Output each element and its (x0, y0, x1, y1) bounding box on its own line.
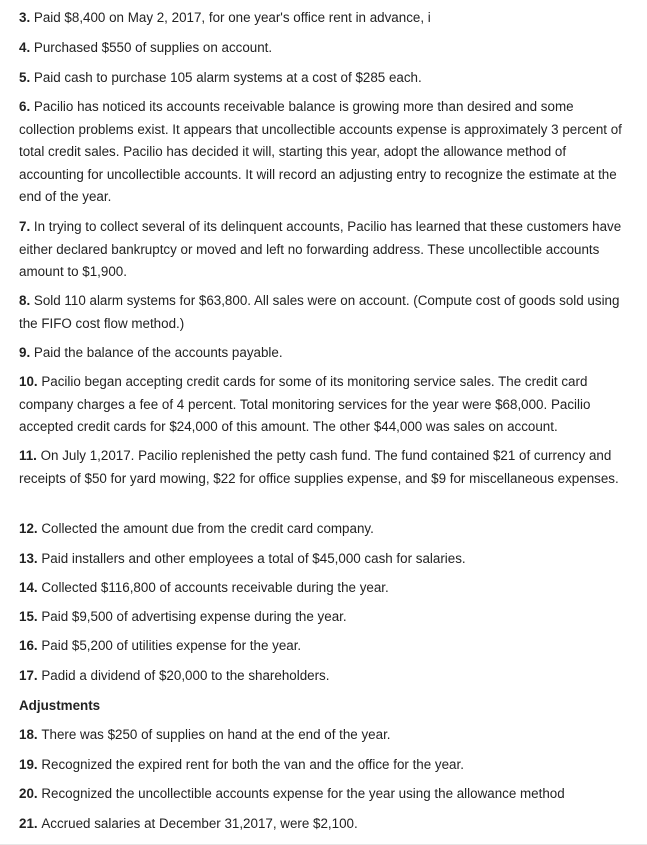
list-item: 17. Padid a dividend of $20,000 to the shareholders. (19, 668, 330, 683)
item-text: Collected the amount due from the credit card company. (41, 521, 374, 536)
item-text: Paid $9,500 of advertising expense during the year. (41, 609, 347, 624)
item-text: Pacilio has noticed its accounts receivable balance is growing more than desired and some collection problems exist. It appears that uncollectible accounts expense is approximately 3 percent of total credit sales. Pacilio has decided it will, starting this year, adopt the allowance method of accounting for uncollectible accounts. It will record an adjusting entry to recognize the estimate at the end of the year. (19, 99, 622, 205)
item-number: 4 (19, 40, 27, 55)
list-item: 9. Paid the balance of the accounts payable. (19, 345, 283, 360)
item-text: Sold 110 alarm systems for $63,800. All sales were on account. (Compute cost of goods sold using the FIFO cost flow method.) (19, 293, 620, 331)
item-number: 7 (19, 219, 27, 234)
item-text: Paid $5,200 of utilities expense for the year. (41, 638, 302, 653)
item-number: 19 (19, 757, 34, 772)
list-item: 5. Paid cash to purchase 105 alarm systems at a cost of $285 each. (19, 70, 422, 85)
item-text: Paid installers and other employees a total of $45,000 cash for salaries. (41, 551, 466, 566)
list-item: 19. Recognized the expired rent for both the van and the office for the year. (19, 757, 464, 772)
item-number: 21 (19, 816, 34, 831)
item-number: 17 (19, 668, 34, 683)
adjustments-heading: Adjustments (19, 698, 101, 713)
item-text: Paid cash to purchase 105 alarm systems at a cost of $285 each. (33, 70, 422, 85)
item-number: 13 (19, 551, 34, 566)
item-number: 16 (19, 638, 34, 653)
item-number: 3 (19, 10, 27, 25)
list-item: 21. Accrued salaries at December 31,2017, were $2,100. (19, 816, 358, 831)
list-item: 15. Paid $9,500 of advertising expense during the year. (19, 609, 347, 624)
item-text: On July 1,2017. Pacilio replenished the petty cash fund. The fund contained $21 of currency and receipts of $50 for yard mowing, $22 for office supplies expense, and $9 for miscellaneous expenses. (19, 448, 619, 486)
list-item: 3. Paid $8,400 on May 2, 2017, for one year's office rent in advance, i (19, 10, 431, 25)
item-number: 14 (19, 580, 34, 595)
list-item: 4. Purchased $550 of supplies on account. (19, 40, 273, 55)
list-item: 14. Collected $116,800 of accounts receivable during the year. (19, 580, 389, 595)
item-text: There was $250 of supplies on hand at the end of the year. (41, 727, 391, 742)
item-text: Pacilio began accepting credit cards for some of its monitoring service sales. The credit card company charges a fee of 4 percent. Total monitoring services for the year were $68,000. Pacilio accepted credit cards for $24,000 of this amount. The other $44,000 was sales on account. (19, 374, 591, 435)
item-text: In trying to collect several of its delinquent accounts, Pacilio has learned that these customers have either declared bankruptcy or moved and left no forwarding address. These uncollectible accounts amount to $1,900. (19, 219, 622, 280)
list-item: 8. Sold 110 alarm systems for $63,800. All sales were on account. (Compute cost of goods sold using the FIFO cost flow method.) (19, 293, 620, 331)
list-item: 7. In trying to collect several of its delinquent accounts, Pacilio has learned that these customers have either declared bankruptcy or moved and left no forwarding address. These uncollectible accounts amount to $1,900. (19, 219, 622, 280)
item-number: 5 (19, 70, 27, 85)
item-number: 8 (19, 293, 27, 308)
item-text: Collected $116,800 of accounts receivable during the year. (41, 580, 389, 595)
item-number: 9 (19, 345, 27, 360)
list-item: 13. Paid installers and other employees a total of $45,000 cash for salaries. (19, 551, 466, 566)
item-text: Padid a dividend of $20,000 to the shareholders. (41, 668, 330, 683)
item-number: 10 (19, 374, 34, 389)
list-item: 16. Paid $5,200 of utilities expense for the year. (19, 638, 302, 653)
list-item: 6. Pacilio has noticed its accounts receivable balance is growing more than desired and some collection problems exist. It appears that uncollectible accounts expense is approximately 3 percent of total credit sales. Pacilio has decided it will, starting this year, adopt the allowance method of accounting for uncollectible accounts. It will record an adjusting entry to recognize the estimate at the end of the year. (19, 99, 622, 205)
list-item: 18. There was $250 of supplies on hand at the end of the year. (19, 727, 391, 742)
item-number: 6 (19, 99, 27, 114)
item-number: 20 (19, 786, 34, 801)
item-text: Paid the balance of the accounts payable. (33, 345, 283, 360)
item-text: Purchased $550 of supplies on account. (33, 40, 273, 55)
list-item: 10. Pacilio began accepting credit cards for some of its monitoring service sales. The credit card company charges a fee of 4 percent. Total monitoring services for the year were $68,000. Pacilio accepted credit cards for $24,000 of this amount. The other $44,000 was sales on account. (19, 374, 591, 435)
item-number: 15 (19, 609, 34, 624)
item-text: Recognized the uncollectible accounts expense for the year using the allowance method (41, 786, 565, 801)
list-item: 12. Collected the amount due from the credit card company. (19, 521, 374, 536)
list-item: 11. On July 1,2017. Pacilio replenished the petty cash fund. The fund contained $21 of currency and receipts of $50 for yard mowing, $22 for office supplies expense, and $9 for miscellaneous expenses. (19, 448, 619, 486)
list-item: 20. Recognized the uncollectible accounts expense for the year using the allowance method (19, 786, 565, 801)
item-number: 11 (19, 448, 34, 463)
item-text: Accrued salaries at December 31,2017, were $2,100. (41, 816, 358, 831)
item-text: Recognized the expired rent for both the van and the office for the year. (41, 757, 464, 772)
item-text: Paid $8,400 on May 2, 2017, for one year's office rent in advance, i (33, 10, 431, 25)
item-number: 12 (19, 521, 34, 536)
item-number: 18 (19, 727, 34, 742)
